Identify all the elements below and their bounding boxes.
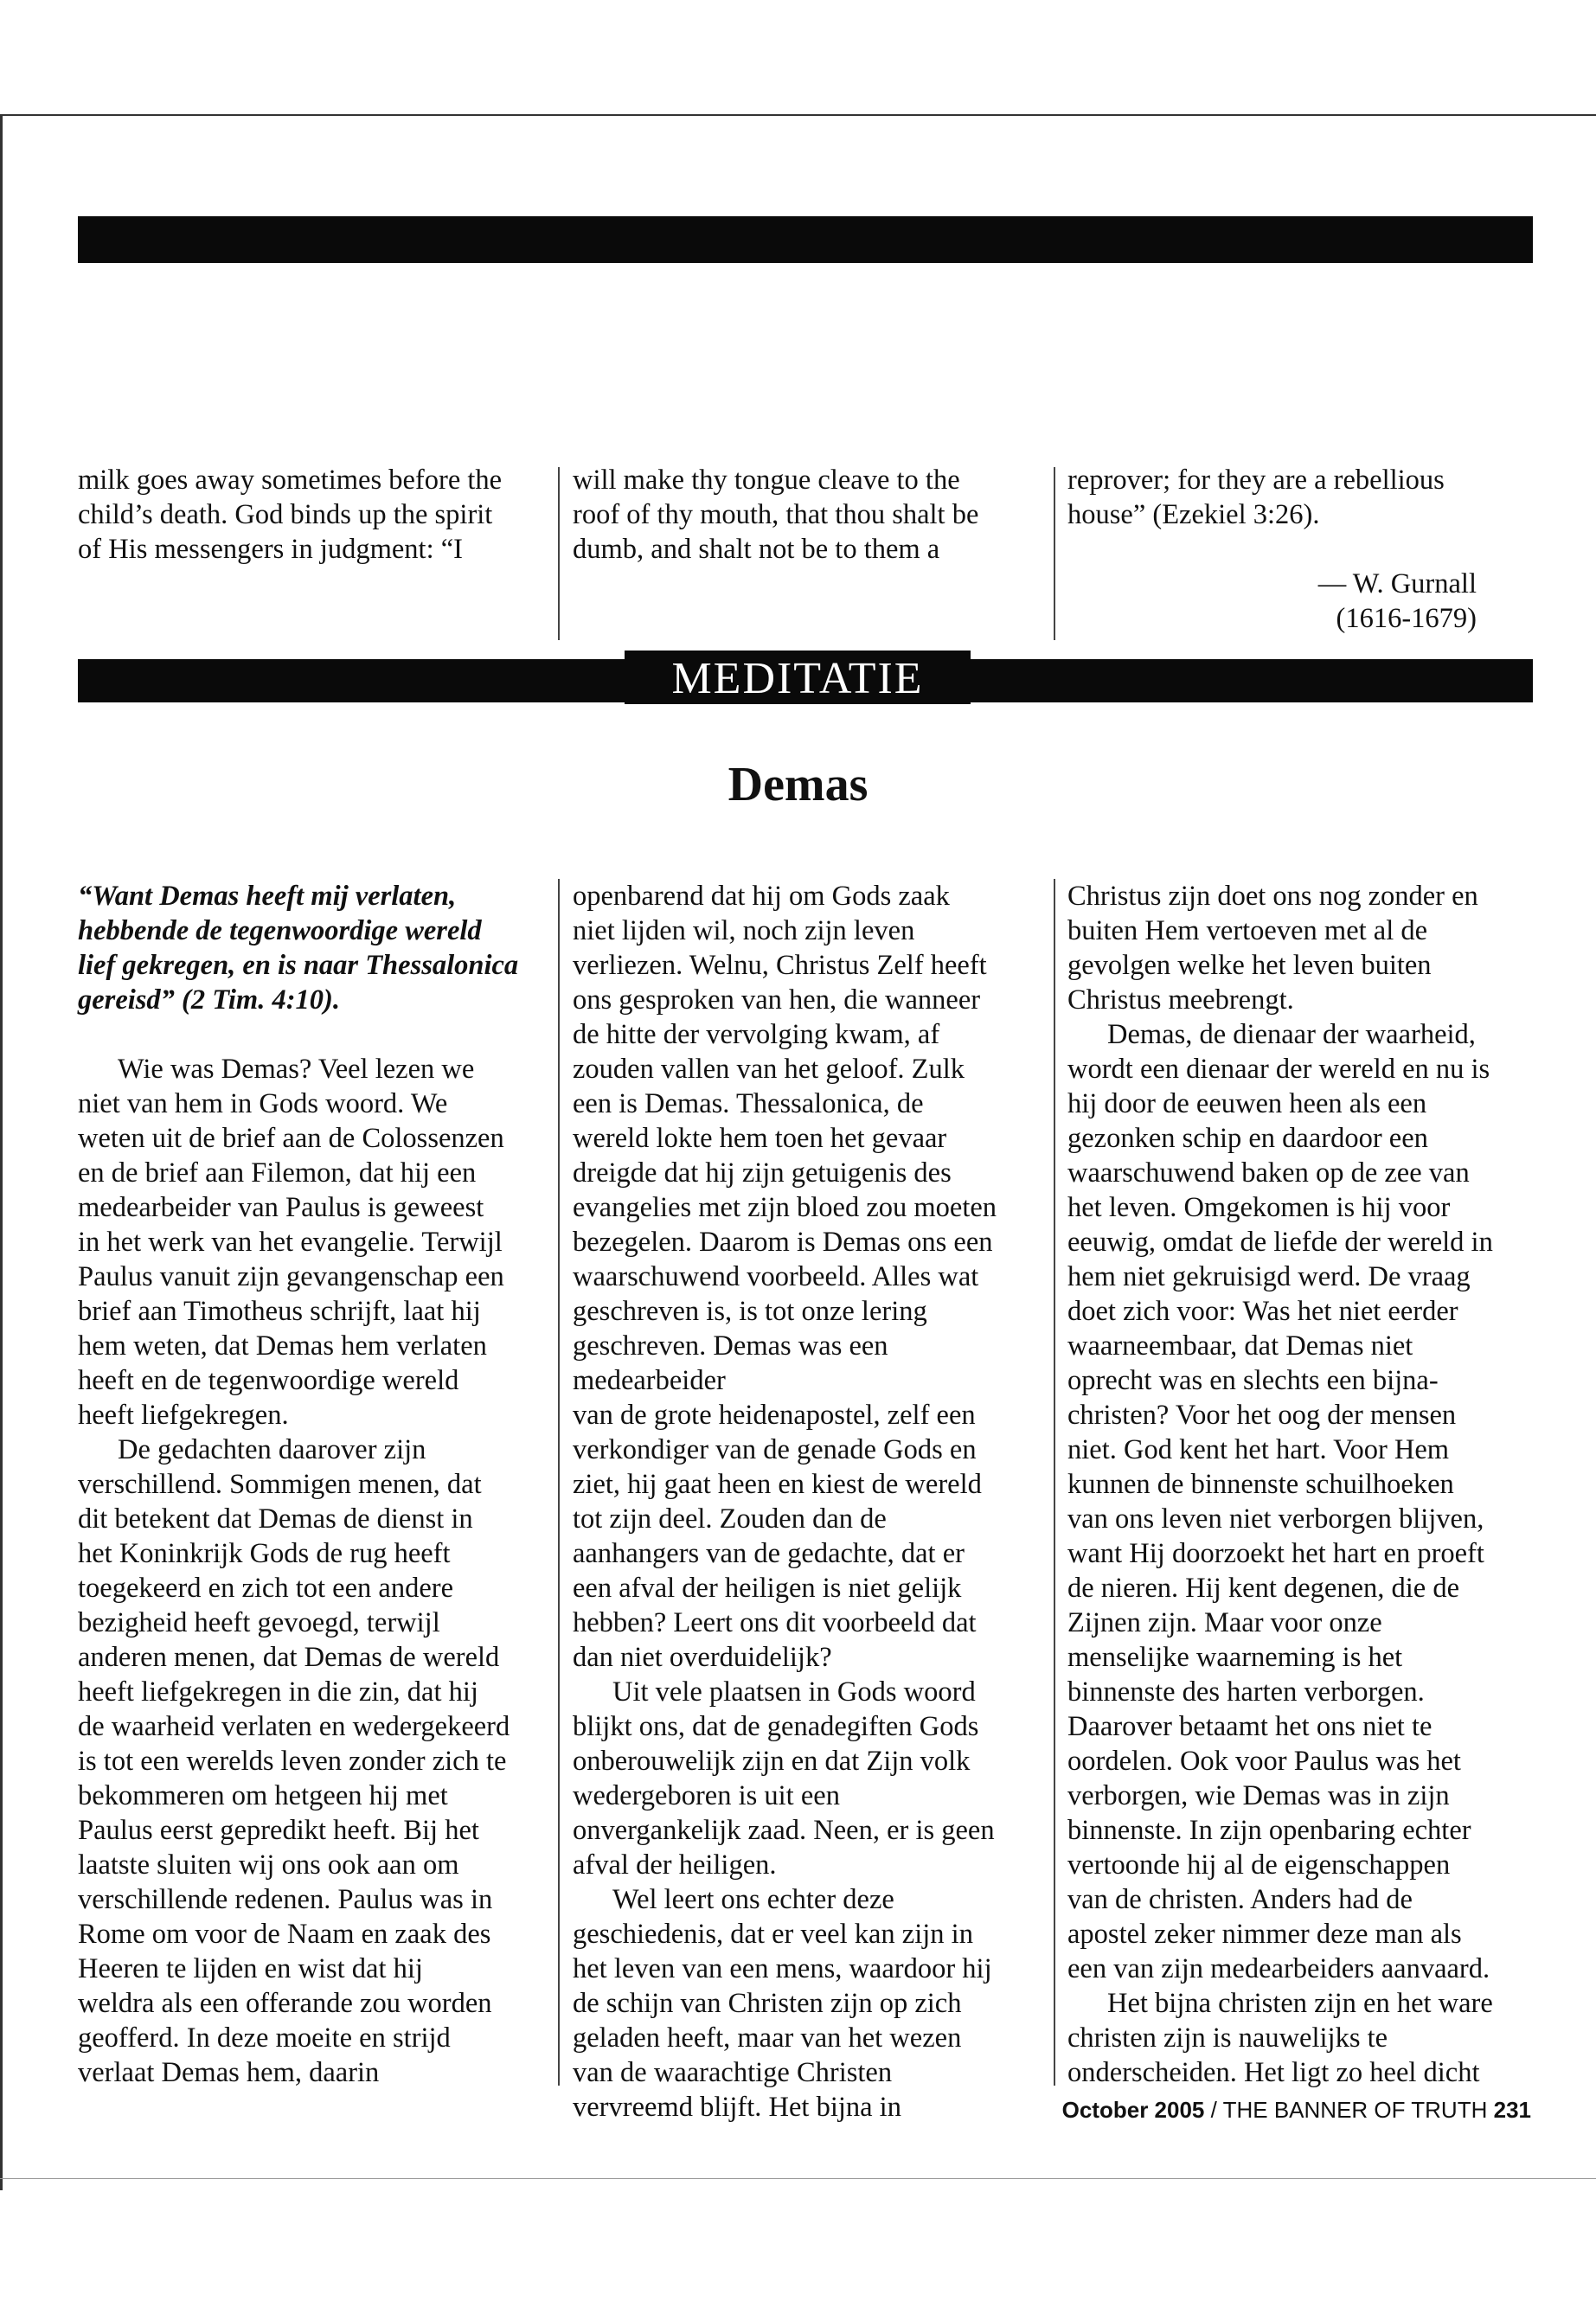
article-column-3 <box>1067 879 1539 2090</box>
article-paragraph: Het bijna christen zijn en het ware christen zijn is nauwelijks te onderscheiden. Het ligt zo heel dicht <box>1067 1988 1493 2088</box>
footer-magazine: THE BANNER OF TRUTH <box>1222 2097 1488 2123</box>
top-column-3 <box>1067 463 1535 532</box>
column-separator-2 <box>1054 879 1055 2086</box>
article-paragraph: openbarend dat hij om Gods zaak niet lijden wil, noch zijn leven verliezen. Welnu, Christus Zelf heeft ons gesproken van hen, die wanneer de hitte der vervolging kwam, af zouden vallen van het geloof. Zulk een is Demas. Thessalonica, de wereld lokte hem toen het gevaar dreigde dat hij zijn getuigenis des evangelies met zijn bloed zou moeten bezegelen. Daarom is Demas ons een waarschuwend voorbeeld. Alles wat geschreven is, is tot onze lering geschreven. Demas was een medearbeider van de grote heidenapostel, zelf een verkondiger van de genade Gods en ziet, hij gaat heen en kiest de wereld tot zijn deel. Zouden dan de aanhangers van de gedachte, dat er een afval der heiligen is niet gelijk hebben? Leert ons dit voorbeeld dat dan niet overduidelijk? <box>573 881 997 1673</box>
author-years: (1616-1679) <box>1336 603 1477 634</box>
author-attribution <box>1318 567 1477 636</box>
top-black-bar <box>78 216 1533 263</box>
article-paragraph: Uit vele plaatsen in Gods woord blijkt ons, dat de genadegiften Gods onberouwelijk zijn en dat Zijn volk wedergeboren is uit een onvergankelijk zaad. Neen, er is geen afval der heiligen. <box>573 1676 995 1881</box>
article-paragraph: Christus zijn doet ons nog zonder en buiten Hem vertoeven met al de gevolgen welke het leven buiten Christus meebrengt. <box>1067 881 1478 1016</box>
author-name: — W. Gurnall <box>1317 568 1477 599</box>
footer-divider: / <box>1210 2097 1217 2123</box>
scripture-quote: “Want Demas heeft mij verlaten, hebbende de tegenwoordige wereld lief gekregen, en is naar Thessalonica gereisd” (2 Tim. 4:10). <box>78 881 519 1016</box>
article-paragraph: Wel leert ons echter deze geschiedenis, dat er veel kan zijn in het leven van een mens, waardoor hij de schijn van Christen zijn op zich geladen heeft, maar van het wezen van de waarachtige Christen vervreemd blijft. Het bijna in <box>573 1884 992 2123</box>
article-paragraph: Demas, de dienaar der waarheid, wordt een dienaar der wereld en nu is hij door de eeuwen heen als een gezonken schip en daardoor een waarschuwend baken op de zee van het leven. Omgekomen is hij voor eeuwig, omdat de liefde der wereld in hem niet gekruisigd werd. De vraag doet zich voor: Was het niet eerder waarneembaar, dat Demas niet oprecht was en slechts een bijna- christen? Voor het oog der mensen niet. God kent het hart. Voor Hem kunnen de binnenste schuilhoeken van ons leven niet verborgen blijven, want Hij doorzoekt het hart en proeft de nieren. Hij kent degenen, die de Zijnen zijn. Maar voor onze menselijke waarneming is het binnenste des harten verborgen. Daarover betaamt het ons niet te oordelen. Ook voor Paulus was het verborgen, wie Demas was in zijn binnenste. In zijn openbaring echter vertoonde hij al de eigenschappen van de christen. Anders had de apostel zeker nimmer deze man als een van zijn medearbeiders aanvaard. <box>1067 1019 1493 1984</box>
article-column-1 <box>78 879 545 2090</box>
top-column-separator-2 <box>1054 467 1055 640</box>
bottom-border-rule <box>0 2178 1596 2179</box>
top-column-3-text: reprover; for they are a rebellious house” (Ezekiel 3:26). <box>1067 465 1445 530</box>
top-border-rule <box>0 114 1596 116</box>
top-column-1-text: milk goes away sometimes before the child’s death. God binds up the spirit of His messengers in judgment: “I <box>78 465 503 565</box>
footer-month: October 2005 <box>1061 2097 1205 2123</box>
article-paragraph: Wie was Demas? Veel lezen we niet van hem in Gods woord. We weten uit de brief aan de Colossenzen en de brief aan Filemon, dat hij een medearbeider van Paulus is geweest in het werk van het evangelie. Terwijl Paulus vanuit zijn gevangenschap een brief aan Timotheus schrijft, laat hij hem weten, dat Demas hem verlaten heeft en de tegenwoordige wereld heeft liefgekregen. <box>78 1054 504 1431</box>
top-column-1 <box>78 463 545 567</box>
top-column-2-text: will make thy tongue cleave to the roof of thy mouth, that thou shalt be dumb, and shalt not be to them a <box>573 465 979 565</box>
section-label: MEDITATIE <box>625 651 971 704</box>
page-footer <box>1012 2095 1531 2125</box>
article-column-2 <box>573 879 1044 2125</box>
footer-page-number: 231 <box>1493 2097 1531 2123</box>
top-column-2 <box>573 463 1040 567</box>
article-title: Demas <box>727 758 869 811</box>
left-border-rule <box>0 114 3 2190</box>
column-separator-1 <box>558 879 560 2086</box>
top-column-separator-1 <box>558 467 560 640</box>
article-paragraph: De gedachten daarover zijn verschillend. Sommigen menen, dat dit betekent dat Demas de dienst in het Koninkrijk Gods de rug heeft toegekeerd en zich tot een andere bezigheid heeft gevoegd, terwijl anderen menen, dat Demas de wereld heeft liefgekregen in die zin, dat hij de waarheid verlaten en wedergekeerd is tot een werelds leven zonder zich te bekommeren om hetgeen hij met Paulus eerst gepredikt heeft. Bij het laatste sluiten wij ons ook aan om verschillende redenen. Paulus was in Rome om voor de Naam en zaak des Heeren te lijden en wist dat hij weldra als een offerande zou worden geofferd. In deze moeite en strijd verlaat Demas hem, daarin <box>78 1434 510 2088</box>
